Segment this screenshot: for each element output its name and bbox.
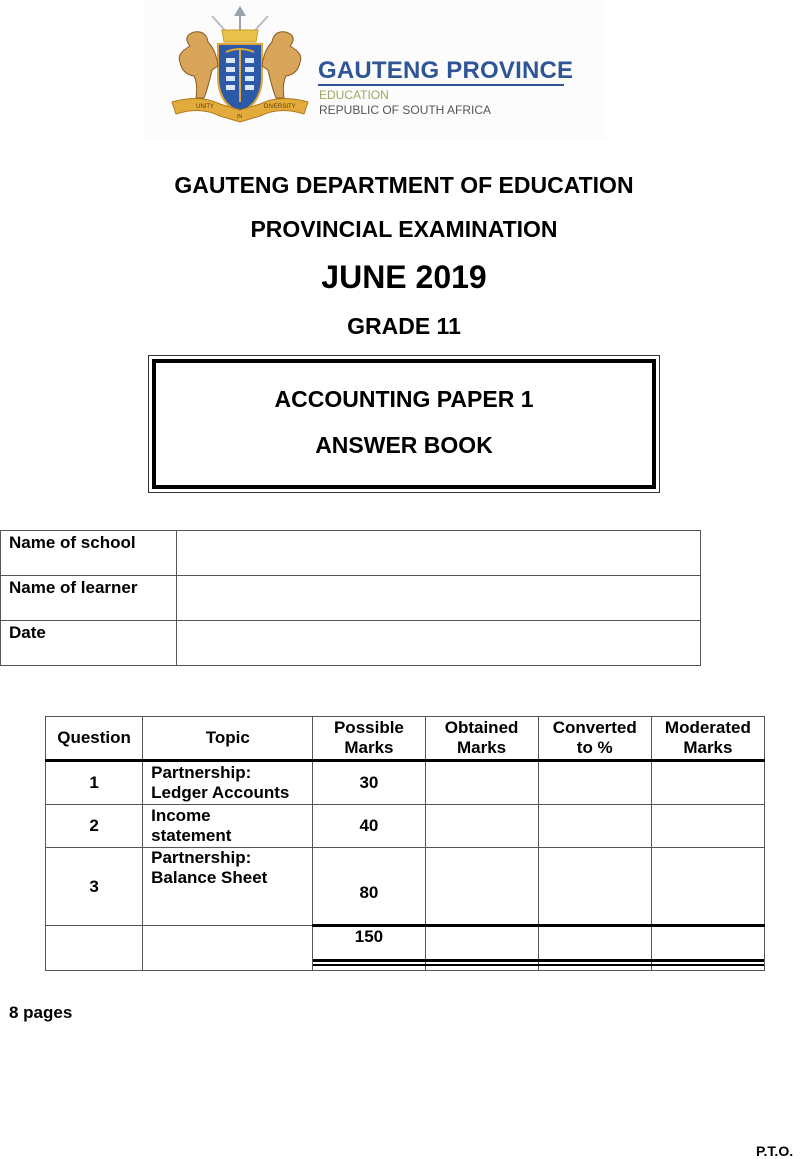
department-heading: GAUTENG DEPARTMENT OF EDUCATION [174,172,634,198]
table-row [46,761,765,805]
header-moderated-marks: Moderated Marks [651,717,764,761]
header-possible-marks: Possible Marks [313,717,425,761]
question-number: 2 [46,805,143,848]
header-obtained-marks: Obtained Marks [425,717,538,761]
learner-info-table [0,530,701,666]
answer-book-title: ANSWER BOOK [315,432,493,458]
school-label: Name of school [1,531,177,576]
info-row-date [1,621,701,666]
total-question-empty [46,926,143,971]
page-count: 8 pages [9,1003,73,1022]
topic-cell: Income statement [143,805,313,848]
date-field[interactable] [177,621,701,666]
total-double-underline-bottom [313,964,764,966]
svg-text:UNITY: UNITY [196,104,214,110]
table-row [46,848,765,926]
converted-percent-field[interactable] [538,848,651,926]
marks-header-row [46,717,765,761]
info-row-school [1,531,701,576]
converted-percent-field[interactable] [538,761,651,805]
svg-text:IN: IN [237,114,242,120]
school-name-field[interactable] [177,531,701,576]
learner-label: Name of learner [1,576,177,621]
obtained-marks-field[interactable] [425,848,538,926]
please-turn-over: P.T.O. [756,1143,794,1159]
header-topic: Topic [143,717,313,761]
moderated-marks-field[interactable] [651,761,764,805]
question-number: 1 [46,761,143,805]
title-box [152,359,656,489]
header-converted-percent: Converted to % [538,717,651,761]
moderated-marks-field[interactable] [651,848,764,926]
obtained-marks-field[interactable] [425,805,538,848]
brand-title: GAUTENG PROVINCE [318,57,574,84]
total-possible-marks: 150 [313,926,425,971]
grade-heading: GRADE 11 [347,313,461,339]
possible-marks: 80 [313,848,425,926]
learner-name-field[interactable] [177,576,701,621]
header-question: Question [46,717,143,761]
coat-of-arms-icon [160,6,320,126]
possible-marks: 30 [313,761,425,805]
topic-cell: Partnership: Ledger Accounts [143,761,313,805]
exam-heading: PROVINCIAL EXAMINATION [250,216,558,242]
brand-subtitle: EDUCATION [319,88,389,102]
info-row-learner [1,576,701,621]
moderated-marks-field[interactable] [651,805,764,848]
obtained-marks-field[interactable] [425,761,538,805]
paper-title: ACCOUNTING PAPER 1 [274,386,534,412]
marks-table [45,716,765,971]
total-topic-empty [143,926,313,971]
question-number: 3 [46,848,143,926]
table-row [46,805,765,848]
session-heading: JUNE 2019 [321,259,487,295]
date-label: Date [1,621,177,666]
total-double-underline-top [313,959,764,962]
brand-underline [318,84,564,86]
converted-percent-field[interactable] [538,805,651,848]
possible-marks: 40 [313,805,425,848]
topic-cell: Partnership: Balance Sheet [143,848,313,926]
brand-country: REPUBLIC OF SOUTH AFRICA [319,103,492,117]
svg-text:DIVERSITY: DIVERSITY [264,104,296,110]
